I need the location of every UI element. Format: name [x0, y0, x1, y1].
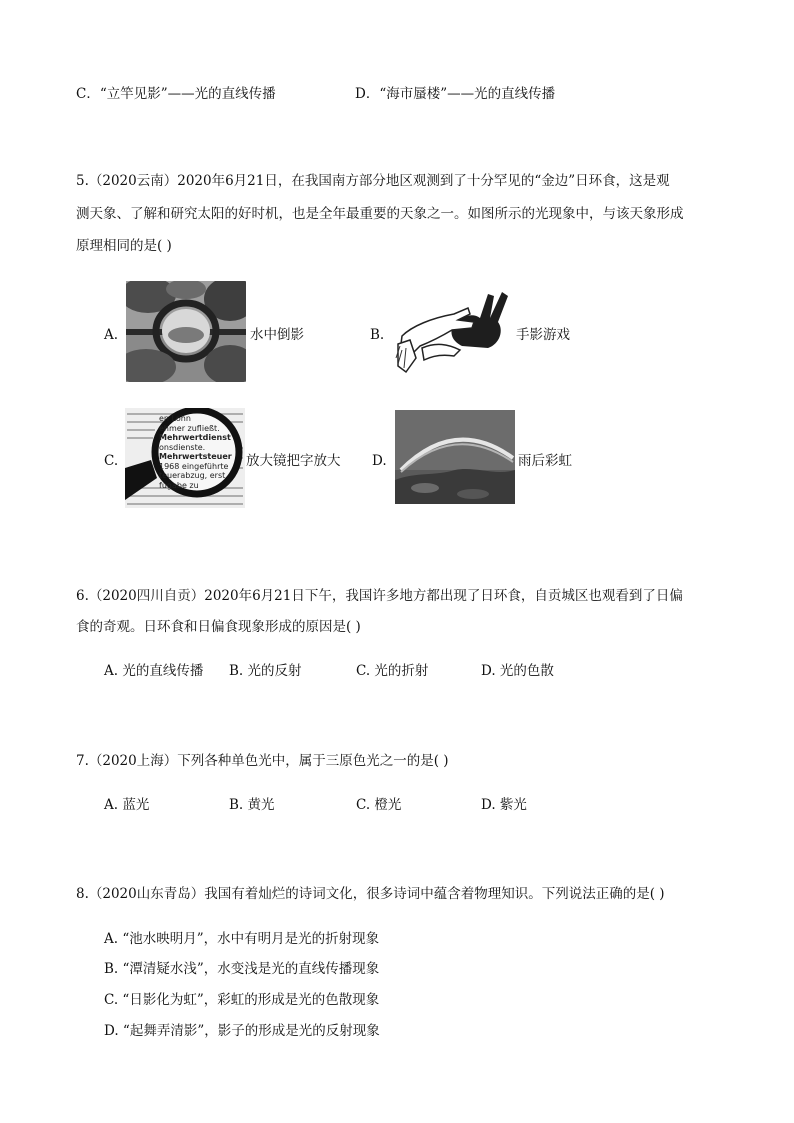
q7-option-b: B. 黄光 [229, 797, 275, 813]
q5-stem-line1: 5.（2020云南）2020年6月21日，在我国南方部分地区观测到了十分罕见的“金边”日环食，这是观 [76, 173, 670, 189]
q5-stem-line2: 测天象、了解和研究太阳的好时机，也是全年最重要的天象之一。如图所示的光现象中，与该天象形成 [76, 206, 684, 222]
magnifier-text-line: Mehrwertdienst [159, 433, 231, 442]
q7-option-d: D. 紫光 [481, 797, 527, 813]
q5-option-a-letter: A. [104, 327, 119, 343]
q5-option-b-caption: 手影游戏 [516, 327, 570, 343]
magnifier-text-line: Mehrwertsteuer [159, 452, 232, 461]
magnifier-text-line: ehmer zufließt. [159, 423, 220, 433]
magnifier-image [125, 408, 245, 508]
q8-option-a: A. “池水映明月”，水中有明月是光的折射现象 [104, 931, 380, 947]
q5-option-d-letter: D. [372, 453, 387, 469]
magnifier-text-line: 1968 eingeführte [159, 461, 229, 471]
q5-option-d-caption: 雨后彩虹 [518, 453, 572, 469]
q4-option-c: C．“立竿见影”——光的直线传播 [76, 86, 276, 102]
q5-stem-line3: 原理相同的是( ) [76, 238, 172, 254]
q6-option-d: D. 光的色散 [481, 663, 554, 679]
q7-stem-line1: 7.（2020上海）下列各种单色光中，属于三原色光之一的是( ) [76, 753, 449, 769]
q6-option-c: C. 光的折射 [356, 663, 429, 679]
magnifier-text-line: teuerabzug, erst [159, 471, 226, 480]
q5-option-c-caption: 放大镜把字放大 [246, 453, 341, 469]
q5-option-b-letter: B. [370, 327, 385, 343]
q6-option-a: A. 光的直线传播 [104, 663, 204, 679]
q8-stem-line1: 8.（2020山东青岛）我国有着灿烂的诗词文化，很多诗词中蕴含着物理知识。下列说法正确的是( ) [76, 886, 665, 902]
q4-option-d: D．“海市蜃楼”——光的直线传播 [355, 86, 556, 102]
q5-option-c-letter: C. [104, 453, 119, 469]
q8-option-c: C. “日影化为虹”，彩虹的形成是光的色散现象 [104, 992, 380, 1008]
q7-option-a: A. 蓝光 [104, 797, 150, 813]
q8-option-b: B. “潭清疑水浅”，水变浅是光的直线传播现象 [104, 961, 380, 977]
q6-stem-line2: 食的奇观。日环食和日偏食现象形成的原因是( ) [76, 619, 361, 635]
hand-shadow-image [392, 288, 514, 380]
magnifier-text-line: en Lohn [159, 414, 191, 423]
magnifier-text-line: fugabe zu [159, 480, 199, 490]
rainbow-image [395, 410, 515, 504]
q7-option-c: C. 橙光 [356, 797, 402, 813]
q6-option-b: B. 光的反射 [229, 663, 302, 679]
q5-option-a-caption: 水中倒影 [250, 327, 304, 343]
q6-stem-line1: 6.（2020四川自贡）2020年6月21日下午，我国许多地方都出现了日环食，自贡城区也观看到了日偏 [76, 588, 683, 604]
bridge-reflection-image [126, 281, 246, 382]
magnifier-text-line: onsdienste. [159, 442, 206, 452]
q8-option-d: D. “起舞弄清影”，影子的形成是光的反射现象 [104, 1023, 380, 1039]
